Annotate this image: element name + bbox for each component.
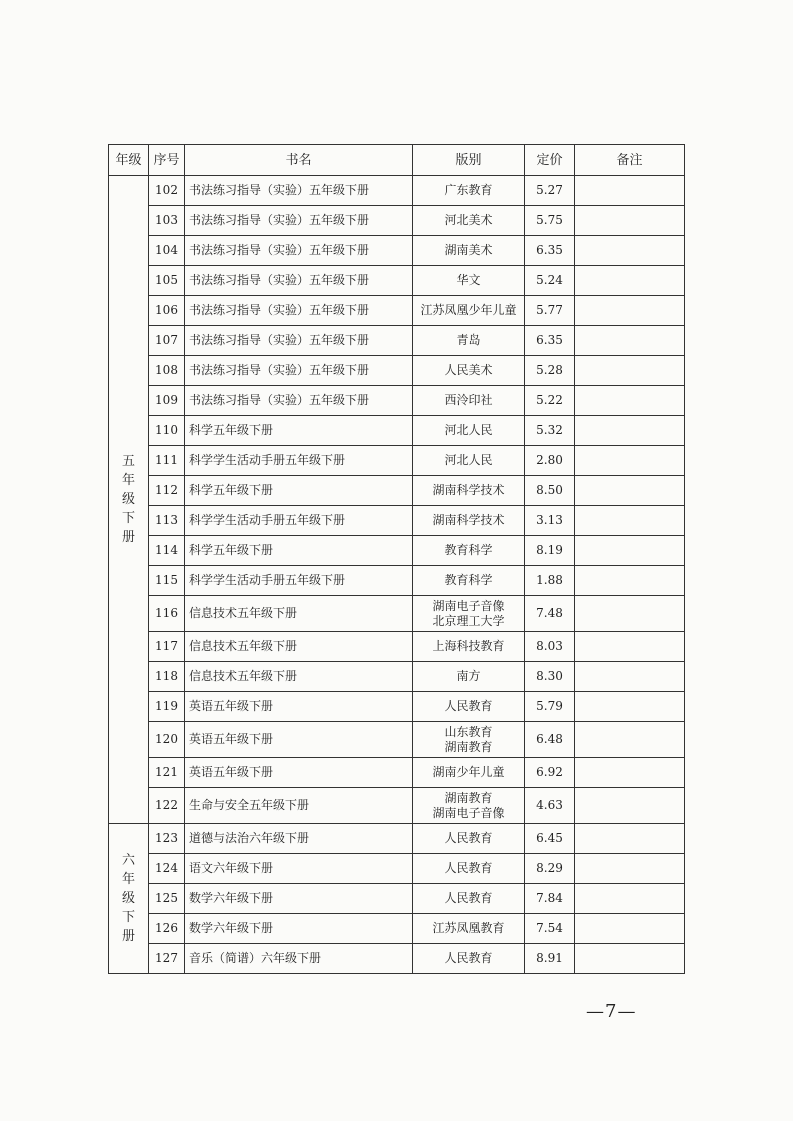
table-row bbox=[109, 206, 685, 236]
row-number: 121 bbox=[149, 758, 185, 788]
publisher-name: 北京理工大学 bbox=[432, 613, 505, 628]
table-row bbox=[109, 296, 685, 326]
grade-label: 六年级下册 bbox=[121, 853, 135, 944]
book-price: 5.32 bbox=[525, 416, 575, 446]
row-number: 115 bbox=[149, 566, 185, 596]
publisher-cell bbox=[413, 386, 525, 416]
note-cell bbox=[575, 944, 685, 974]
publisher-cell bbox=[413, 692, 525, 722]
table-row bbox=[109, 386, 685, 416]
book-title: 书法练习指导（实验）五年级下册 bbox=[185, 206, 413, 236]
publisher-cell bbox=[413, 944, 525, 974]
publisher-name: 教育科学 bbox=[444, 573, 493, 587]
row-number: 124 bbox=[149, 854, 185, 884]
book-price: 5.79 bbox=[525, 692, 575, 722]
book-title: 科学学生活动手册五年级下册 bbox=[185, 566, 413, 596]
note-cell bbox=[575, 884, 685, 914]
note-cell bbox=[575, 506, 685, 536]
table-body bbox=[109, 176, 685, 974]
book-price: 5.27 bbox=[525, 176, 575, 206]
table-row bbox=[109, 536, 685, 566]
book-title: 英语五年级下册 bbox=[185, 758, 413, 788]
table-row bbox=[109, 914, 685, 944]
header-publisher: 版别 bbox=[413, 145, 525, 176]
book-price: 8.29 bbox=[525, 854, 575, 884]
book-title: 书法练习指导（实验）五年级下册 bbox=[185, 176, 413, 206]
row-number: 102 bbox=[149, 176, 185, 206]
table-row bbox=[109, 758, 685, 788]
note-cell bbox=[575, 914, 685, 944]
header-price: 定价 bbox=[525, 145, 575, 176]
textbook-price-table bbox=[108, 144, 685, 974]
note-cell bbox=[575, 722, 685, 758]
book-price: 7.84 bbox=[525, 884, 575, 914]
book-title: 科学五年级下册 bbox=[185, 476, 413, 506]
publisher-name: 湖南教育 bbox=[444, 790, 493, 805]
publisher-name: 青岛 bbox=[456, 333, 481, 347]
publisher-name: 人民美术 bbox=[444, 363, 493, 377]
grade-cell bbox=[109, 176, 149, 824]
book-title: 书法练习指导（实验）五年级下册 bbox=[185, 326, 413, 356]
row-number: 106 bbox=[149, 296, 185, 326]
header-grade: 年级 bbox=[109, 145, 149, 176]
note-cell bbox=[575, 536, 685, 566]
note-cell bbox=[575, 662, 685, 692]
book-price: 5.28 bbox=[525, 356, 575, 386]
table-row bbox=[109, 356, 685, 386]
note-cell bbox=[575, 176, 685, 206]
publisher-cell bbox=[413, 722, 525, 758]
publisher-name: 南方 bbox=[456, 669, 481, 683]
book-title: 道德与法治六年级下册 bbox=[185, 824, 413, 854]
table-row bbox=[109, 596, 685, 632]
publisher-name: 上海科技教育 bbox=[432, 639, 505, 653]
table-row bbox=[109, 236, 685, 266]
publisher-name: 山东教育 bbox=[444, 724, 493, 739]
row-number: 118 bbox=[149, 662, 185, 692]
publisher-name: 人民教育 bbox=[444, 831, 493, 845]
book-title: 科学五年级下册 bbox=[185, 416, 413, 446]
publisher-cell bbox=[413, 206, 525, 236]
publisher-cell bbox=[413, 632, 525, 662]
note-cell bbox=[575, 266, 685, 296]
table-row bbox=[109, 824, 685, 854]
book-price: 8.19 bbox=[525, 536, 575, 566]
book-title: 科学五年级下册 bbox=[185, 536, 413, 566]
book-price: 6.35 bbox=[525, 326, 575, 356]
row-number: 109 bbox=[149, 386, 185, 416]
publisher-name: 湖南美术 bbox=[444, 243, 493, 257]
note-cell bbox=[575, 416, 685, 446]
row-number: 119 bbox=[149, 692, 185, 722]
table-row bbox=[109, 662, 685, 692]
note-cell bbox=[575, 476, 685, 506]
row-number: 107 bbox=[149, 326, 185, 356]
table-row bbox=[109, 176, 685, 206]
note-cell bbox=[575, 692, 685, 722]
publisher-name: 江苏凤凰少年儿童 bbox=[420, 303, 517, 317]
book-price: 6.92 bbox=[525, 758, 575, 788]
row-number: 111 bbox=[149, 446, 185, 476]
publisher-name: 湖南科学技术 bbox=[432, 513, 505, 527]
book-title: 信息技术五年级下册 bbox=[185, 632, 413, 662]
header-note: 备注 bbox=[575, 145, 685, 176]
publisher-name: 人民教育 bbox=[444, 861, 493, 875]
row-number: 125 bbox=[149, 884, 185, 914]
book-title: 信息技术五年级下册 bbox=[185, 596, 413, 632]
page-number: —7— bbox=[586, 1001, 637, 1022]
table-row bbox=[109, 506, 685, 536]
book-title: 生命与安全五年级下册 bbox=[185, 788, 413, 824]
publisher-name: 西泠印社 bbox=[444, 393, 493, 407]
publisher-cell bbox=[413, 884, 525, 914]
row-number: 127 bbox=[149, 944, 185, 974]
book-price: 5.75 bbox=[525, 206, 575, 236]
row-number: 123 bbox=[149, 824, 185, 854]
publisher-name: 教育科学 bbox=[444, 543, 493, 557]
table-row bbox=[109, 632, 685, 662]
row-number: 110 bbox=[149, 416, 185, 446]
book-title: 音乐（简谱）六年级下册 bbox=[185, 944, 413, 974]
publisher-cell bbox=[413, 914, 525, 944]
publisher-cell bbox=[413, 236, 525, 266]
publisher-cell bbox=[413, 446, 525, 476]
book-title: 科学学生活动手册五年级下册 bbox=[185, 506, 413, 536]
publisher-cell bbox=[413, 536, 525, 566]
grade-label: 五年级下册 bbox=[121, 454, 135, 545]
note-cell bbox=[575, 566, 685, 596]
table-row bbox=[109, 476, 685, 506]
table-row bbox=[109, 692, 685, 722]
publisher-name: 湖南少年儿童 bbox=[432, 765, 505, 779]
book-title: 数学六年级下册 bbox=[185, 884, 413, 914]
row-number: 114 bbox=[149, 536, 185, 566]
row-number: 104 bbox=[149, 236, 185, 266]
note-cell bbox=[575, 236, 685, 266]
note-cell bbox=[575, 296, 685, 326]
row-number: 122 bbox=[149, 788, 185, 824]
publisher-name: 广东教育 bbox=[444, 183, 493, 197]
publisher-name: 人民教育 bbox=[444, 891, 493, 905]
book-price: 8.91 bbox=[525, 944, 575, 974]
row-number: 116 bbox=[149, 596, 185, 632]
publisher-name: 湖南教育 bbox=[444, 739, 493, 754]
book-price: 8.50 bbox=[525, 476, 575, 506]
book-price: 8.30 bbox=[525, 662, 575, 692]
table-row bbox=[109, 416, 685, 446]
row-number: 108 bbox=[149, 356, 185, 386]
note-cell bbox=[575, 446, 685, 476]
book-title: 英语五年级下册 bbox=[185, 722, 413, 758]
publisher-cell bbox=[413, 476, 525, 506]
header-number: 序号 bbox=[149, 145, 185, 176]
publisher-cell bbox=[413, 824, 525, 854]
table-header-row bbox=[109, 145, 685, 176]
publisher-cell bbox=[413, 506, 525, 536]
book-price: 5.22 bbox=[525, 386, 575, 416]
table-row bbox=[109, 788, 685, 824]
book-price: 1.88 bbox=[525, 566, 575, 596]
book-title: 书法练习指导（实验）五年级下册 bbox=[185, 356, 413, 386]
book-title: 书法练习指导（实验）五年级下册 bbox=[185, 296, 413, 326]
publisher-name: 华文 bbox=[456, 273, 481, 287]
book-price: 2.80 bbox=[525, 446, 575, 476]
book-price: 5.24 bbox=[525, 266, 575, 296]
publisher-cell bbox=[413, 356, 525, 386]
publisher-cell bbox=[413, 854, 525, 884]
book-title: 英语五年级下册 bbox=[185, 692, 413, 722]
grade-cell bbox=[109, 824, 149, 974]
publisher-cell bbox=[413, 176, 525, 206]
publisher-name: 人民教育 bbox=[444, 951, 493, 965]
table-row bbox=[109, 722, 685, 758]
row-number: 103 bbox=[149, 206, 185, 236]
table-row bbox=[109, 266, 685, 296]
book-title: 语文六年级下册 bbox=[185, 854, 413, 884]
publisher-name: 河北人民 bbox=[444, 453, 493, 467]
row-number: 113 bbox=[149, 506, 185, 536]
book-title: 数学六年级下册 bbox=[185, 914, 413, 944]
note-cell bbox=[575, 824, 685, 854]
publisher-cell bbox=[413, 788, 525, 824]
book-price: 6.48 bbox=[525, 722, 575, 758]
book-price: 5.77 bbox=[525, 296, 575, 326]
table-row bbox=[109, 326, 685, 356]
publisher-name: 湖南科学技术 bbox=[432, 483, 505, 497]
publisher-cell bbox=[413, 758, 525, 788]
book-title: 书法练习指导（实验）五年级下册 bbox=[185, 386, 413, 416]
publisher-cell bbox=[413, 596, 525, 632]
note-cell bbox=[575, 386, 685, 416]
note-cell bbox=[575, 596, 685, 632]
row-number: 126 bbox=[149, 914, 185, 944]
table-row bbox=[109, 566, 685, 596]
publisher-name: 河北人民 bbox=[444, 423, 493, 437]
note-cell bbox=[575, 206, 685, 236]
book-price: 6.45 bbox=[525, 824, 575, 854]
publisher-cell bbox=[413, 266, 525, 296]
note-cell bbox=[575, 758, 685, 788]
publisher-cell bbox=[413, 326, 525, 356]
book-price: 7.48 bbox=[525, 596, 575, 632]
row-number: 105 bbox=[149, 266, 185, 296]
table-row bbox=[109, 446, 685, 476]
row-number: 120 bbox=[149, 722, 185, 758]
book-price: 4.63 bbox=[525, 788, 575, 824]
table-row bbox=[109, 944, 685, 974]
publisher-name: 湖南电子音像 bbox=[432, 598, 505, 613]
note-cell bbox=[575, 326, 685, 356]
note-cell bbox=[575, 854, 685, 884]
publisher-cell bbox=[413, 416, 525, 446]
book-price: 3.13 bbox=[525, 506, 575, 536]
note-cell bbox=[575, 632, 685, 662]
publisher-name: 湖南电子音像 bbox=[432, 805, 505, 820]
book-title: 书法练习指导（实验）五年级下册 bbox=[185, 236, 413, 266]
note-cell bbox=[575, 356, 685, 386]
book-title: 信息技术五年级下册 bbox=[185, 662, 413, 692]
publisher-name: 河北美术 bbox=[444, 213, 493, 227]
book-price: 8.03 bbox=[525, 632, 575, 662]
publisher-cell bbox=[413, 662, 525, 692]
publisher-name: 人民教育 bbox=[444, 699, 493, 713]
note-cell bbox=[575, 788, 685, 824]
book-price: 6.35 bbox=[525, 236, 575, 266]
publisher-cell bbox=[413, 566, 525, 596]
table-row bbox=[109, 854, 685, 884]
row-number: 117 bbox=[149, 632, 185, 662]
row-number: 112 bbox=[149, 476, 185, 506]
book-title: 书法练习指导（实验）五年级下册 bbox=[185, 266, 413, 296]
book-title: 科学学生活动手册五年级下册 bbox=[185, 446, 413, 476]
publisher-name: 江苏凤凰教育 bbox=[432, 921, 505, 935]
header-title: 书名 bbox=[185, 145, 413, 176]
publisher-cell bbox=[413, 296, 525, 326]
table-row bbox=[109, 884, 685, 914]
book-price: 7.54 bbox=[525, 914, 575, 944]
